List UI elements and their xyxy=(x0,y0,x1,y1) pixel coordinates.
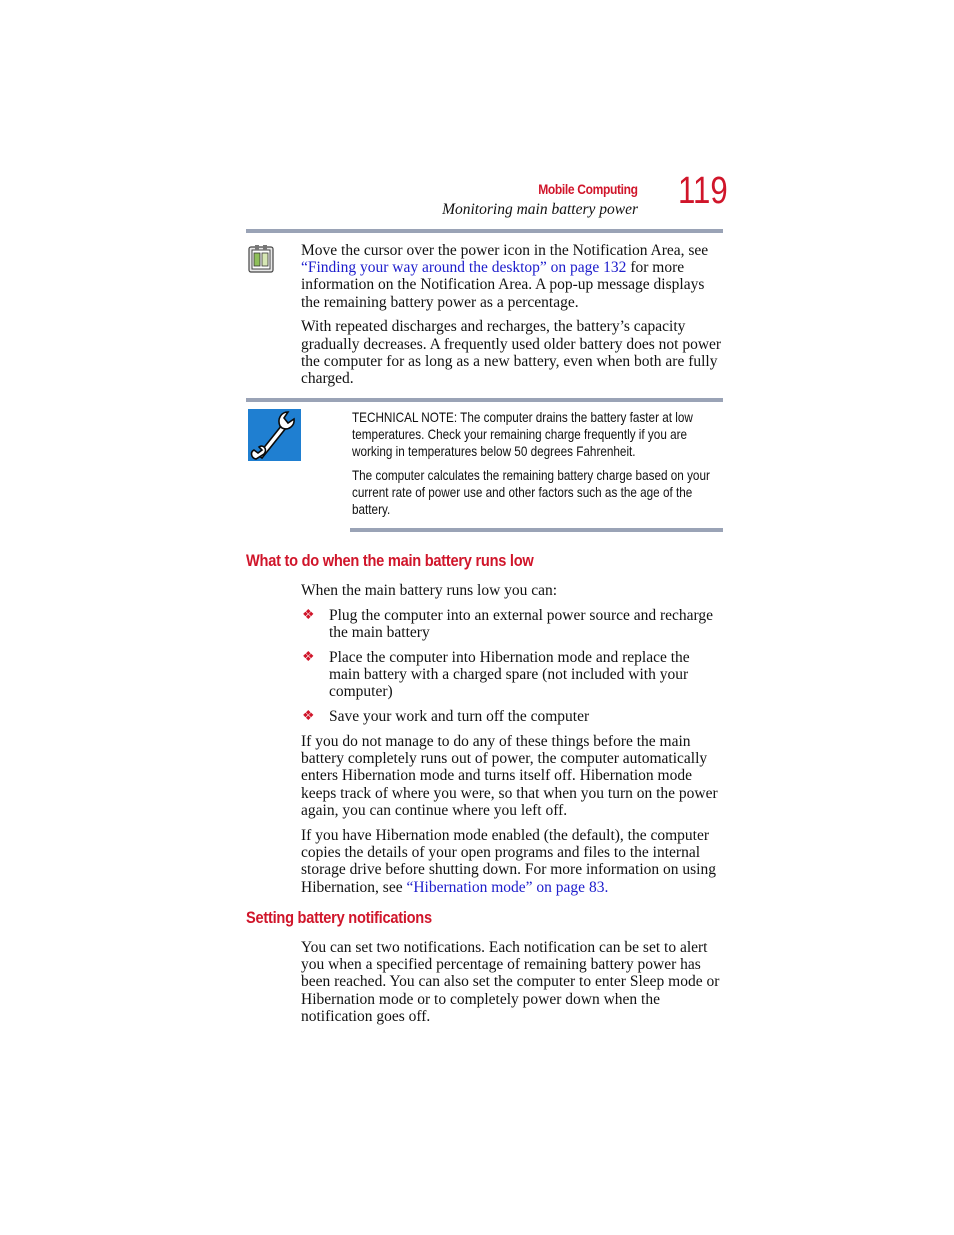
notification-note-icon xyxy=(247,244,277,274)
note-paragraph xyxy=(301,242,723,311)
hibernation-enabled-paragraph xyxy=(301,827,723,896)
technote-paragraph-2: The computer calculates the remaining battery charge based on your current rate of power use and other factors such as the age of the battery. xyxy=(352,468,710,517)
hibernation-paragraph: If you do not manage to do any of these things before the main battery completely runs out of power, the computer automatically enters Hibernation mode and turns itself off. Hibernation mode keeps track of where you were, so that when you turn on the power again, you can continue where you left off. xyxy=(301,733,718,819)
section-title: Monitoring main battery power xyxy=(442,201,638,218)
technote-bottom-rule xyxy=(350,528,723,532)
wrench-icon xyxy=(248,409,301,461)
low-battery-intro: When the main battery runs low you can: xyxy=(301,582,558,599)
note-text-continued: for more information on the Notification Area. A pop-up message displays the remaining battery power as a percentage. xyxy=(301,259,705,311)
header-rule xyxy=(246,229,723,233)
page-number: 119 xyxy=(678,170,728,212)
notifications-heading: Setting battery notifications xyxy=(246,908,432,927)
technote-top-rule xyxy=(246,398,723,402)
list-item: Save your work and turn off the computer xyxy=(329,708,590,725)
low-battery-heading: What to do when the main battery runs low xyxy=(246,551,534,570)
note-text: Move the cursor over the power icon in the Notification Area, see xyxy=(301,242,709,259)
note-content xyxy=(301,242,723,387)
bullet-glyph: ❖ xyxy=(302,650,315,665)
bullet-glyph: ❖ xyxy=(302,608,315,623)
chapter-title: Mobile Computing xyxy=(538,181,638,197)
technote-paragraph-1: TECHNICAL NOTE: The computer drains the battery faster at low temperatures. Check your remaining charge frequently if you are working in temperatures below 50 degrees Fahrenheit. xyxy=(352,410,693,459)
technote-content-2 xyxy=(352,467,786,518)
desktop-link[interactable]: “Finding your way around the desktop” on page 132 xyxy=(301,259,627,277)
technote-content xyxy=(352,409,786,460)
list-item: Plug the computer into an external power source and recharge the main battery xyxy=(329,607,714,642)
note-paragraph-2: With repeated discharges and recharges, the battery’s capacity gradually decreases. A frequently used older battery does not power the computer for as long as a new battery, even when both are fully charged. xyxy=(301,318,722,387)
bullet-glyph: ❖ xyxy=(302,709,315,724)
notifications-paragraph: You can set two notifications. Each notification can be set to alert you when a specified percentage of remaining battery power has been reached. You can also set the computer to enter Sleep mode or Hibernation mode or to completely power down when the notification goes off. xyxy=(301,939,720,1025)
hibernation-mode-link[interactable]: “Hibernation mode” on page 83. xyxy=(406,878,609,896)
hibernation-enabled-text: If you have Hibernation mode enabled (the default), the computer copies the details of your open programs and files to the internal storage drive before shutting down. For more information on using Hibernation, see xyxy=(301,827,716,896)
list-item: Place the computer into Hibernation mode and replace the main battery with a charged spare (not included with your computer) xyxy=(329,649,690,701)
